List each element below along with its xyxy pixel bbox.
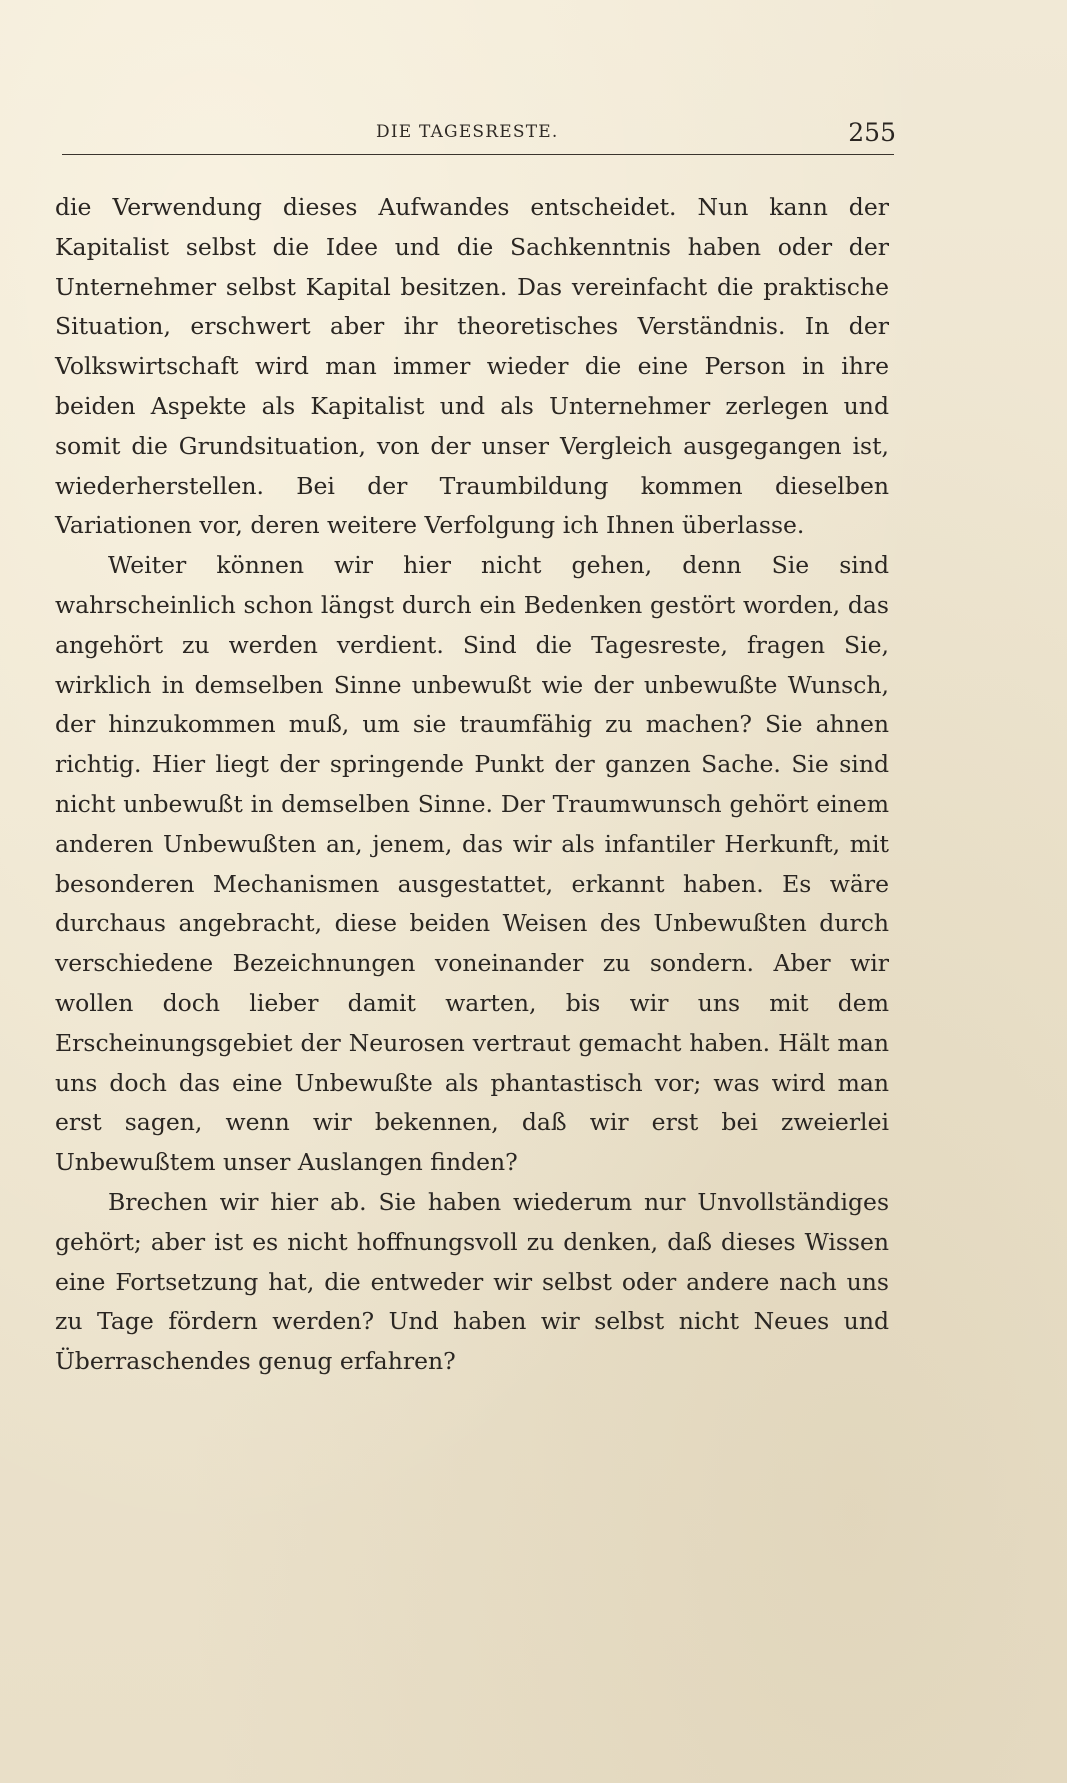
page-header: [62, 118, 894, 158]
paragraph: Brechen wir hier ab. Sie haben wiederum nur Unvollständiges gehört; aber ist es nicht hoffnungsvoll zu denken, daß dieses Wissen eine Fortsetzung hat, die entweder wir selbst oder andere nach uns zu Tage fördern werden? Und haben wir selbst nicht Neues und Überraschendes genug erfahren?: [55, 1187, 889, 1376]
header-rule: [62, 154, 894, 155]
paragraph-continued: die Verwendung dieses Aufwandes entscheidet. Nun kann der Kapitalist selbst die Idee und die Sachkenntnis haben oder der Unternehmer selbst Kapital besitzen. Das vereinfacht die praktische Situation, erschwert aber ihr theoretisches Verständnis. In der Volkswirtschaft wird man immer wieder die eine Person in ihre beiden Aspekte als Kapitalist und als Unternehmer zerlegen und somit die Grundsituation, von der unser Vergleich ausgegangen ist, wiederherstellen. Bei der Traumbildung kommen dieselben Variationen vor, deren weitere Verfolgung ich Ihnen überlasse.: [55, 193, 889, 540]
page-number: 255: [848, 118, 896, 147]
paragraph: Weiter können wir hier nicht gehen, denn Sie sind wahrscheinlich schon längst durch ein Bedenken gestört worden, das angehört zu werden verdient. Sind die Tagesreste, fragen Sie, wirklich in demselben Sinne unbewußt wie der unbewußte Wunsch, der hinzukommen muß, um sie traumfähig zu machen? Sie ahnen richtig. Hier liegt der springende Punkt der ganzen Sache. Sie sind nicht unbewußt in demselben Sinne. Der Traumwunsch gehört einem anderen Unbewußten an, jenem, das wir als infantiler Herkunft, mit besonderen Mechanismen ausgestattet, erkannt haben. Es wäre durchaus angebracht, diese beiden Weisen des Unbewußten durch verschiedene Bezeichnungen voneinander zu sondern. Aber wir wollen doch lieber damit warten, bis wir uns mit dem Erscheinungsgebiet der Neurosen vertraut gemacht haben. Hält man uns doch das eine Unbewußte als phantastisch vor; was wird man erst sagen, wenn wir bekennen, daß wir erst bei zweierlei Unbewußtem unser Auslangen finden?: [55, 551, 889, 1177]
body-text: [55, 188, 889, 1382]
running-title: DIE TAGESRESTE.: [376, 122, 559, 142]
